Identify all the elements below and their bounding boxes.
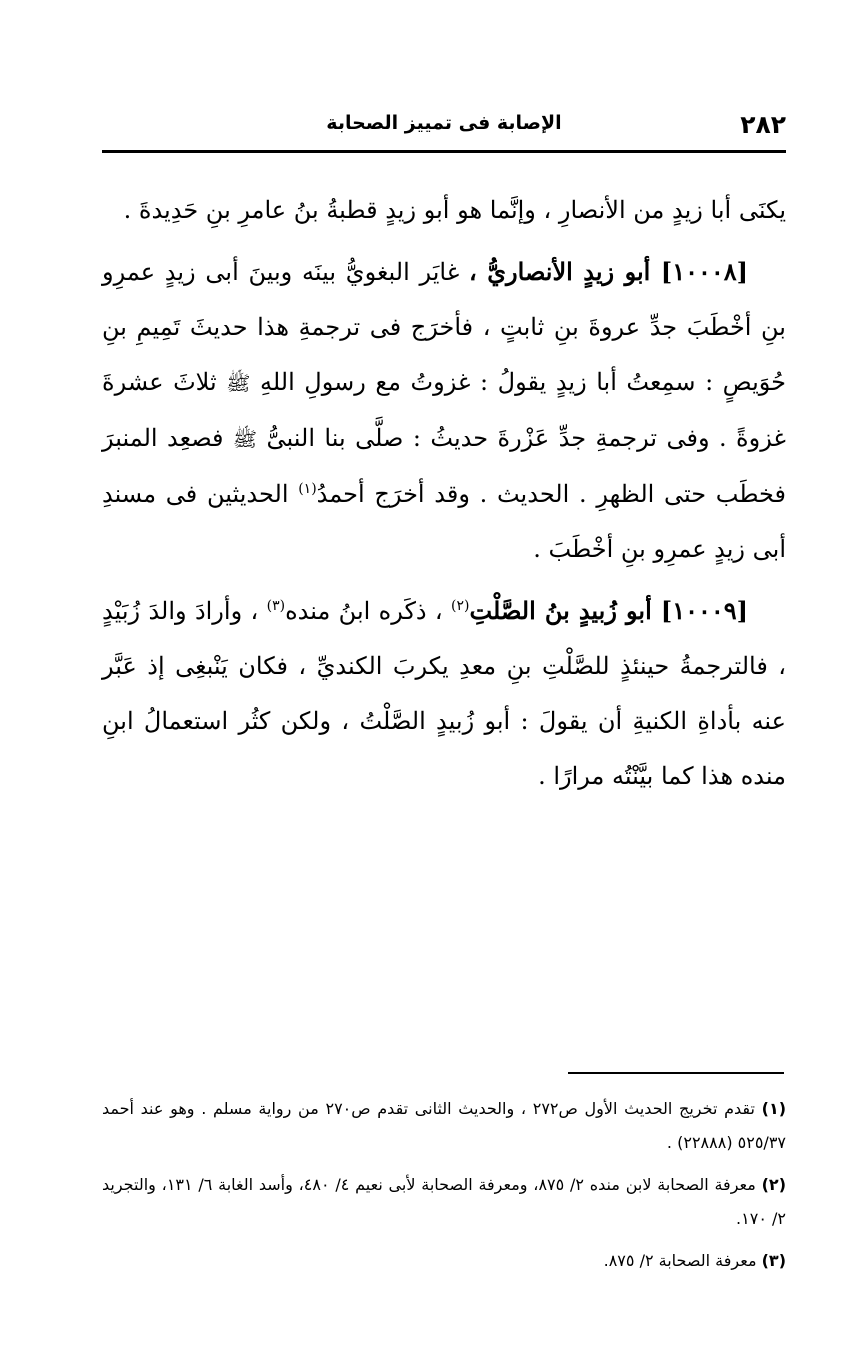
entry-text: ، وأرادَ والدَ زُبَيْدٍ ، فالترجمةُ حينئذٍ للصَّلْتِ بنِ معدِ يكربَ الكنديِّ ، فكان يَنْبغِى إذ عَبَّر عنه بأداةِ الكنيةِ أن يقولَ : أبو زُبيدٍ الصَّلْتُ ، ولكن كثُر استعمالُ ابنِ منده هذا كما بيَّنْتُه مرارًا . (102, 597, 786, 790)
paragraph-text: يكنَى أبا زيدٍ من الأنصارِ ، وإنَّما هو أبو زيدٍ قطبةُ بنُ عامرِ بنِ حَدِيدةَ . (123, 196, 786, 224)
paragraph-continuation (102, 183, 786, 238)
footnote-text: تقدم تخريج الحديث الأول ص٢٧٢ ، والحديث الثانى تقدم ص٢٧٠ من رواية مسلم . وهو عند أحمد ٥٢٥/٣٧ (٢٢٨٨٨) . (102, 1099, 786, 1152)
footnote-rule (568, 1072, 784, 1074)
footnote-ref[interactable]: (٣) (266, 598, 286, 614)
page-number: ٢٨٢ (740, 110, 786, 139)
footnote-1 (102, 1092, 786, 1160)
running-title: الإصابة فى تمييز الصحابة (326, 112, 562, 134)
entry-text: غايَر البغويُّ بينَه وبينَ أبى زيدٍ عمرِو بنِ أخْطَبَ جدِّ عروةَ بنِ ثابتٍ ، فأخرَج فى ترجمةِ هذا حديثَ تَمِيمِ بنِ حُوَيصٍ : سمِعتُ أبا زيدٍ يقولُ : غزوتُ مع رسولِ اللهِ (102, 258, 787, 396)
page-header (102, 108, 786, 148)
honorific-glyph: ﷺ (226, 371, 251, 395)
entry-text: ، ذكَره ابنُ منده (285, 597, 443, 625)
honorific-glyph: ﷺ (232, 427, 258, 451)
entry-10009 (102, 583, 786, 804)
entry-text: ثلاثَ عشرةَ غزوةً . وفى ترجمةِ جدِّ عَزْرةَ حديثُ : صلَّى بنا النبىُّ (102, 368, 786, 452)
entry-heading: [١٠٠٠٨] أبو زيدٍ الأنصاريُّ ، (469, 257, 748, 286)
footnote-3 (102, 1244, 786, 1278)
entry-text: فصعِد المنبرَ فخطَب حتى الظهرِ . الحديث . وقد أخرَج أحمدُ (102, 424, 786, 508)
footnote-text: معرفة الصحابة ٢/ ٨٧٥. (603, 1251, 757, 1270)
footnote-number: (٢) (761, 1175, 786, 1194)
header-rule (102, 150, 786, 153)
entry-text: الحديثين فى مسندِ أبى زيدٍ عمرِو بنِ أخْطَبَ . (102, 480, 786, 563)
footnote-text: معرفة الصحابة لابن منده ٢/ ٨٧٥، ومعرفة الصحابة لأبى نعيم ٤/ ٤٨٠، وأسد الغابة ٦/ ١٣١، والتجريد ٢/ ١٧٠. (102, 1175, 786, 1228)
entry-heading: [١٠٠٠٩] أبو زُبيدٍ بنُ الصَّلْتِ (469, 596, 748, 625)
footnote-2 (102, 1168, 786, 1236)
entry-10008 (102, 244, 786, 577)
main-text (102, 183, 786, 804)
footnote-ref[interactable]: (٢) (450, 598, 470, 614)
footnote-number: (٣) (761, 1251, 786, 1270)
footnote-ref[interactable]: (١) (298, 481, 317, 497)
footnote-number: (١) (761, 1099, 787, 1118)
footnotes (102, 1092, 786, 1286)
